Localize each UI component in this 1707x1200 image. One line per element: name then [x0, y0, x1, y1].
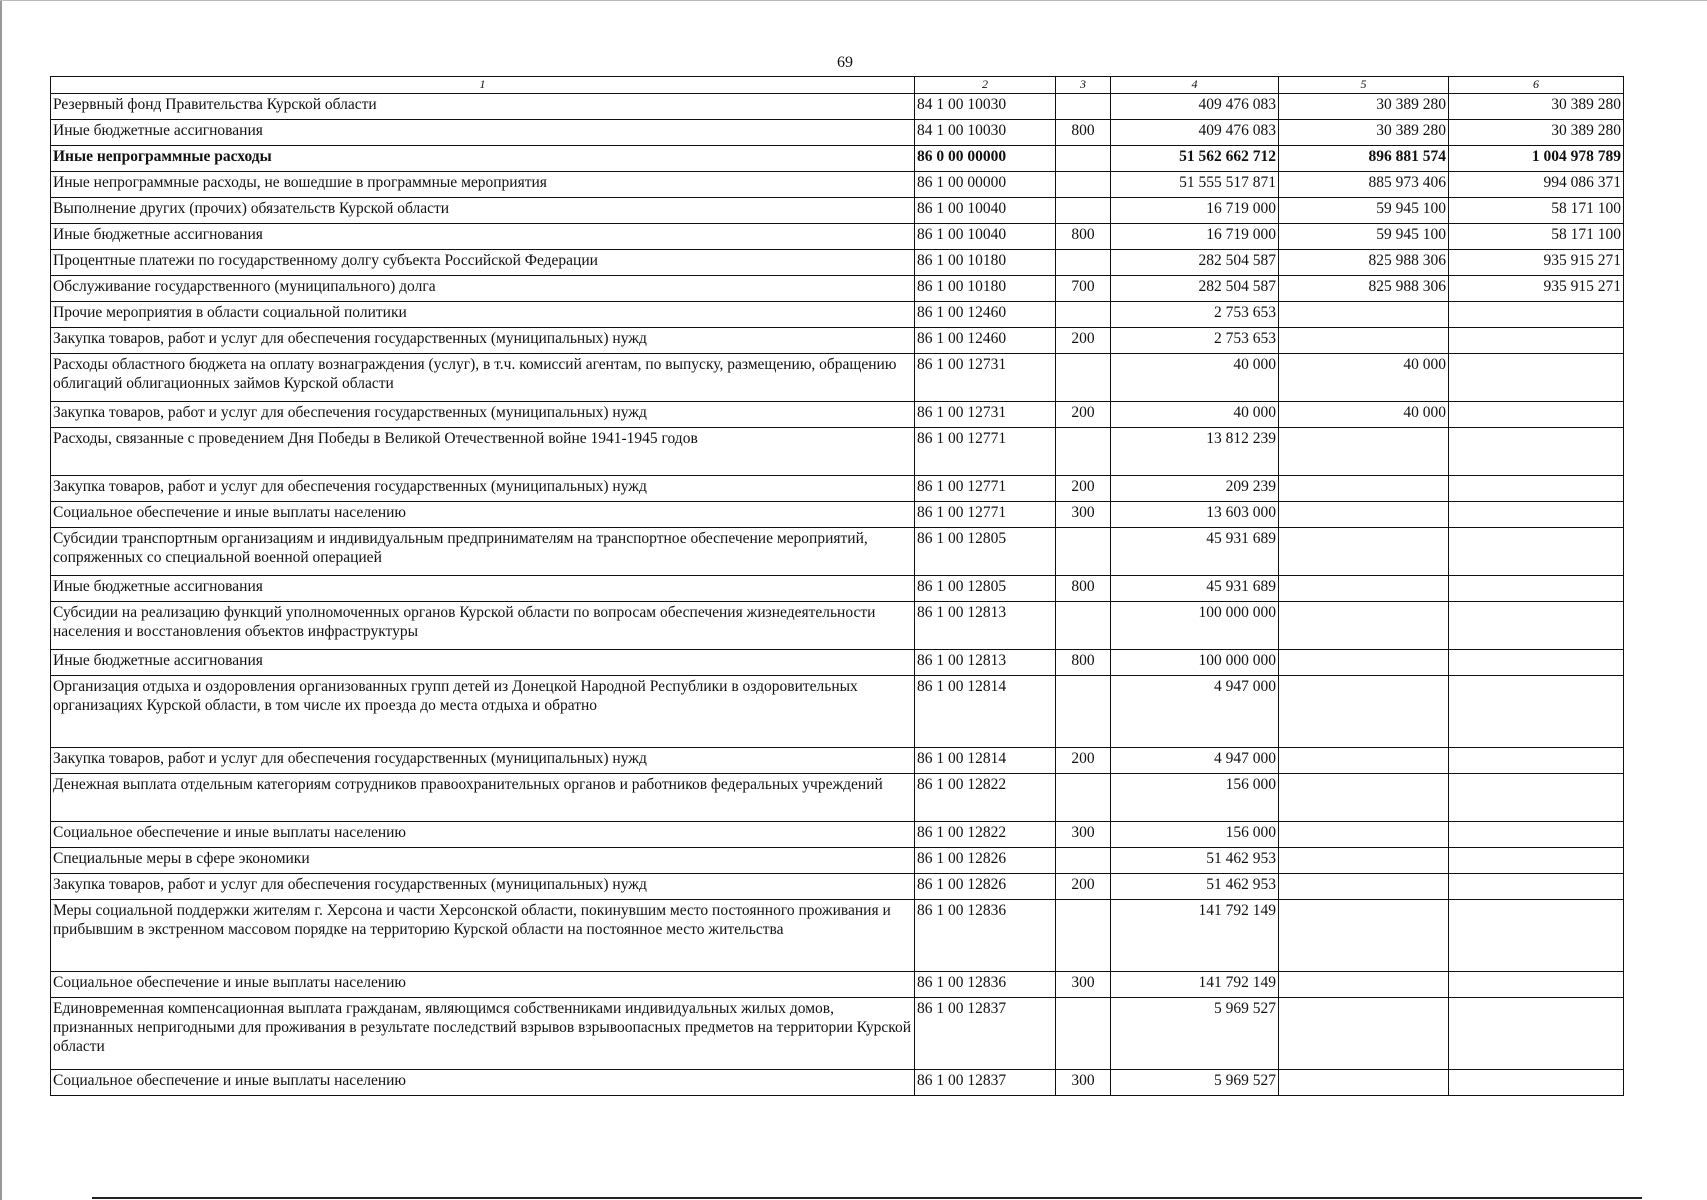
header-col-2: 2 — [915, 77, 1056, 94]
expense-name-cell: Иные непрограммные расходы — [51, 146, 915, 172]
amount-col-5-cell: 825 988 306 — [1279, 276, 1449, 302]
target-article-code-cell: 84 1 00 10030 — [915, 94, 1056, 120]
amount-col-5-cell: 30 389 280 — [1279, 94, 1449, 120]
expense-name-cell: Субсидии на реализацию функций уполномоченных органов Курской области по вопросам обеспечения жизнедеятельности населения и восстановления объектов инфраструктуры — [51, 602, 915, 650]
amount-col-5-cell — [1279, 428, 1449, 476]
table-row — [51, 276, 1624, 302]
amount-col-4-cell: 5 969 527 — [1111, 998, 1279, 1070]
expense-name-cell: Социальное обеспечение и иные выплаты населению — [51, 972, 915, 998]
amount-col-4-cell: 51 462 953 — [1111, 848, 1279, 874]
expense-name-cell: Иные бюджетные ассигнования — [51, 650, 915, 676]
target-article-code-cell: 86 1 00 10180 — [915, 250, 1056, 276]
table-row — [51, 476, 1624, 502]
amount-col-5-cell — [1279, 822, 1449, 848]
expense-name-cell: Специальные меры в сфере экономики — [51, 848, 915, 874]
expense-type-code-cell: 300 — [1056, 502, 1111, 528]
amount-col-4-cell: 16 719 000 — [1111, 224, 1279, 250]
expense-name-cell: Меры социальной поддержки жителям г. Херсона и части Херсонской области, покинувшим место постоянного проживания и прибывшим в экстренном массовом порядке на территорию Курской области на постоянное место жительства — [51, 900, 915, 972]
amount-col-6-cell — [1449, 302, 1624, 328]
expense-type-code-cell — [1056, 172, 1111, 198]
expense-type-code-cell — [1056, 848, 1111, 874]
expense-type-code-cell — [1056, 774, 1111, 822]
expense-type-code-cell: 300 — [1056, 1070, 1111, 1096]
amount-col-6-cell — [1449, 528, 1624, 576]
target-article-code-cell: 86 1 00 00000 — [915, 172, 1056, 198]
amount-col-5-cell: 885 973 406 — [1279, 172, 1449, 198]
amount-col-5-cell — [1279, 302, 1449, 328]
amount-col-6-cell — [1449, 650, 1624, 676]
expense-type-code-cell: 200 — [1056, 328, 1111, 354]
expense-type-code-cell — [1056, 354, 1111, 402]
target-article-code-cell: 86 1 00 10040 — [915, 198, 1056, 224]
target-article-code-cell: 86 1 00 12460 — [915, 302, 1056, 328]
expense-name-cell: Единовременная компенсационная выплата гражданам, являющимся собственниками индивидуальных жилых домов, признанных непригодными для проживания в результате последствий взрывов взрывоопасных предметов на территории Курской области — [51, 998, 915, 1070]
header-col-4: 4 — [1111, 77, 1279, 94]
expense-name-cell: Обслуживание государственного (муниципального) долга — [51, 276, 915, 302]
table-row — [51, 172, 1624, 198]
expense-name-cell: Иные бюджетные ассигнования — [51, 224, 915, 250]
amount-col-4-cell: 51 562 662 712 — [1111, 146, 1279, 172]
budget-table — [50, 76, 1624, 1096]
amount-col-4-cell: 16 719 000 — [1111, 198, 1279, 224]
table-row — [51, 402, 1624, 428]
amount-col-5-cell — [1279, 476, 1449, 502]
expense-type-code-cell: 300 — [1056, 972, 1111, 998]
expense-type-code-cell — [1056, 998, 1111, 1070]
amount-col-6-cell — [1449, 476, 1624, 502]
amount-col-6-cell — [1449, 1070, 1624, 1096]
table-row — [51, 900, 1624, 972]
expense-name-cell: Закупка товаров, работ и услуг для обеспечения государственных (муниципальных) нужд — [51, 476, 915, 502]
amount-col-5-cell — [1279, 848, 1449, 874]
expense-name-cell: Социальное обеспечение и иные выплаты населению — [51, 822, 915, 848]
table-row — [51, 198, 1624, 224]
table-row — [51, 774, 1624, 822]
expense-type-code-cell: 800 — [1056, 224, 1111, 250]
expense-name-cell: Иные непрограммные расходы, не вошедшие в программные мероприятия — [51, 172, 915, 198]
amount-col-4-cell: 51 462 953 — [1111, 874, 1279, 900]
amount-col-6-cell — [1449, 972, 1624, 998]
scan-edge-left — [0, 0, 2, 1200]
amount-col-5-cell — [1279, 774, 1449, 822]
target-article-code-cell: 86 1 00 12771 — [915, 476, 1056, 502]
page-number: 69 — [837, 54, 853, 71]
table-row — [51, 650, 1624, 676]
expense-type-code-cell: 200 — [1056, 402, 1111, 428]
table-row — [51, 302, 1624, 328]
amount-col-4-cell: 4 947 000 — [1111, 748, 1279, 774]
expense-name-cell: Расходы, связанные с проведением Дня Победы в Великой Отечественной войне 1941-1945 годов — [51, 428, 915, 476]
amount-col-4-cell: 156 000 — [1111, 774, 1279, 822]
target-article-code-cell: 86 1 00 12814 — [915, 676, 1056, 748]
target-article-code-cell: 86 1 00 12826 — [915, 848, 1056, 874]
amount-col-6-cell — [1449, 998, 1624, 1070]
expense-name-cell: Резервный фонд Правительства Курской области — [51, 94, 915, 120]
table-row — [51, 602, 1624, 650]
expense-name-cell: Организация отдыха и оздоровления организованных групп детей из Донецкой Народной Республики в оздоровительных организациях Курской области, в том числе их проезда до места отдыха и обратно — [51, 676, 915, 748]
amount-col-6-cell: 935 915 271 — [1449, 276, 1624, 302]
target-article-code-cell: 86 1 00 12771 — [915, 428, 1056, 476]
table-row — [51, 94, 1624, 120]
amount-col-4-cell: 282 504 587 — [1111, 250, 1279, 276]
bottom-scan-line — [92, 1197, 1642, 1199]
table-row — [51, 328, 1624, 354]
expense-type-code-cell: 800 — [1056, 650, 1111, 676]
header-col-5: 5 — [1279, 77, 1449, 94]
target-article-code-cell: 86 1 00 12814 — [915, 748, 1056, 774]
amount-col-4-cell: 5 969 527 — [1111, 1070, 1279, 1096]
amount-col-6-cell: 994 086 371 — [1449, 172, 1624, 198]
table-row — [51, 676, 1624, 748]
amount-col-4-cell: 282 504 587 — [1111, 276, 1279, 302]
target-article-code-cell: 86 1 00 12822 — [915, 774, 1056, 822]
header-col-3: 3 — [1056, 77, 1111, 94]
amount-col-6-cell — [1449, 774, 1624, 822]
expense-type-code-cell: 800 — [1056, 120, 1111, 146]
expense-type-code-cell: 200 — [1056, 476, 1111, 502]
amount-col-6-cell: 30 389 280 — [1449, 94, 1624, 120]
target-article-code-cell: 86 1 00 12805 — [915, 576, 1056, 602]
amount-col-6-cell — [1449, 676, 1624, 748]
expense-type-code-cell — [1056, 676, 1111, 748]
table-row — [51, 998, 1624, 1070]
table-row — [51, 1070, 1624, 1096]
target-article-code-cell: 86 1 00 12836 — [915, 972, 1056, 998]
expense-type-code-cell — [1056, 198, 1111, 224]
target-article-code-cell: 86 1 00 12813 — [915, 650, 1056, 676]
expense-type-code-cell — [1056, 302, 1111, 328]
table-row — [51, 528, 1624, 576]
amount-col-6-cell — [1449, 874, 1624, 900]
table-row — [51, 250, 1624, 276]
expense-type-code-cell: 300 — [1056, 822, 1111, 848]
expense-type-code-cell: 200 — [1056, 874, 1111, 900]
table-row — [51, 354, 1624, 402]
budget-table-body — [51, 94, 1624, 1096]
expense-name-cell: Социальное обеспечение и иные выплаты населению — [51, 502, 915, 528]
table-row — [51, 822, 1624, 848]
amount-col-4-cell: 2 753 653 — [1111, 302, 1279, 328]
budget-table-container — [50, 76, 1623, 1096]
table-row — [51, 972, 1624, 998]
amount-col-4-cell: 45 931 689 — [1111, 528, 1279, 576]
amount-col-6-cell — [1449, 848, 1624, 874]
amount-col-6-cell — [1449, 502, 1624, 528]
expense-name-cell: Денежная выплата отдельным категориям сотрудников правоохранительных органов и работников федеральных учреждений — [51, 774, 915, 822]
amount-col-5-cell — [1279, 328, 1449, 354]
amount-col-6-cell — [1449, 428, 1624, 476]
amount-col-5-cell: 40 000 — [1279, 402, 1449, 428]
target-article-code-cell: 86 1 00 12731 — [915, 402, 1056, 428]
expense-type-code-cell: 700 — [1056, 276, 1111, 302]
table-row — [51, 874, 1624, 900]
amount-col-4-cell: 13 812 239 — [1111, 428, 1279, 476]
expense-type-code-cell — [1056, 528, 1111, 576]
amount-col-4-cell: 141 792 149 — [1111, 972, 1279, 998]
expense-type-code-cell — [1056, 428, 1111, 476]
amount-col-6-cell: 1 004 978 789 — [1449, 146, 1624, 172]
amount-col-4-cell: 45 931 689 — [1111, 576, 1279, 602]
amount-col-5-cell — [1279, 650, 1449, 676]
target-article-code-cell: 86 1 00 12805 — [915, 528, 1056, 576]
amount-col-5-cell — [1279, 972, 1449, 998]
header-col-6: 6 — [1449, 77, 1624, 94]
amount-col-6-cell — [1449, 822, 1624, 848]
target-article-code-cell: 86 1 00 12460 — [915, 328, 1056, 354]
amount-col-6-cell: 935 915 271 — [1449, 250, 1624, 276]
amount-col-5-cell — [1279, 874, 1449, 900]
target-article-code-cell: 86 1 00 12836 — [915, 900, 1056, 972]
expense-name-cell: Закупка товаров, работ и услуг для обеспечения государственных (муниципальных) нужд — [51, 402, 915, 428]
amount-col-5-cell — [1279, 1070, 1449, 1096]
amount-col-4-cell: 100 000 000 — [1111, 602, 1279, 650]
amount-col-4-cell: 156 000 — [1111, 822, 1279, 848]
amount-col-4-cell: 40 000 — [1111, 354, 1279, 402]
amount-col-5-cell — [1279, 748, 1449, 774]
amount-col-5-cell — [1279, 502, 1449, 528]
table-row — [51, 428, 1624, 476]
target-article-code-cell: 86 1 00 12771 — [915, 502, 1056, 528]
amount-col-4-cell: 209 239 — [1111, 476, 1279, 502]
amount-col-4-cell: 141 792 149 — [1111, 900, 1279, 972]
expense-name-cell: Выполнение других (прочих) обязательств Курской области — [51, 198, 915, 224]
target-article-code-cell: 86 1 00 10040 — [915, 224, 1056, 250]
expense-name-cell: Субсидии транспортным организациям и индивидуальным предпринимателям на транспортное обеспечение мероприятий, сопряженных со специальной военной операцией — [51, 528, 915, 576]
amount-col-6-cell — [1449, 602, 1624, 650]
target-article-code-cell: 86 1 00 12837 — [915, 998, 1056, 1070]
amount-col-4-cell: 409 476 083 — [1111, 120, 1279, 146]
expense-type-code-cell — [1056, 900, 1111, 972]
amount-col-5-cell — [1279, 998, 1449, 1070]
expense-name-cell: Закупка товаров, работ и услуг для обеспечения государственных (муниципальных) нужд — [51, 328, 915, 354]
target-article-code-cell: 86 1 00 12837 — [915, 1070, 1056, 1096]
amount-col-6-cell: 58 171 100 — [1449, 224, 1624, 250]
amount-col-6-cell: 30 389 280 — [1449, 120, 1624, 146]
expense-name-cell: Процентные платежи по государственному долгу субъекта Российской Федерации — [51, 250, 915, 276]
target-article-code-cell: 84 1 00 10030 — [915, 120, 1056, 146]
expense-name-cell: Закупка товаров, работ и услуг для обеспечения государственных (муниципальных) нужд — [51, 874, 915, 900]
expense-type-code-cell: 800 — [1056, 576, 1111, 602]
amount-col-4-cell: 13 603 000 — [1111, 502, 1279, 528]
target-article-code-cell: 86 1 00 12731 — [915, 354, 1056, 402]
expense-type-code-cell: 200 — [1056, 748, 1111, 774]
table-row — [51, 502, 1624, 528]
table-row — [51, 748, 1624, 774]
amount-col-6-cell — [1449, 900, 1624, 972]
header-col-1: 1 — [51, 77, 915, 94]
expense-name-cell: Закупка товаров, работ и услуг для обеспечения государственных (муниципальных) нужд — [51, 748, 915, 774]
expense-type-code-cell — [1056, 250, 1111, 276]
amount-col-5-cell — [1279, 676, 1449, 748]
amount-col-6-cell — [1449, 748, 1624, 774]
amount-col-6-cell — [1449, 402, 1624, 428]
amount-col-4-cell: 4 947 000 — [1111, 676, 1279, 748]
amount-col-5-cell: 825 988 306 — [1279, 250, 1449, 276]
amount-col-5-cell — [1279, 900, 1449, 972]
expense-name-cell: Иные бюджетные ассигнования — [51, 576, 915, 602]
amount-col-5-cell — [1279, 602, 1449, 650]
table-row — [51, 120, 1624, 146]
amount-col-5-cell: 896 881 574 — [1279, 146, 1449, 172]
table-row — [51, 224, 1624, 250]
scan-edge-top — [0, 0, 1707, 1]
amount-col-4-cell: 409 476 083 — [1111, 94, 1279, 120]
expense-type-code-cell — [1056, 94, 1111, 120]
target-article-code-cell: 86 1 00 12813 — [915, 602, 1056, 650]
amount-col-5-cell — [1279, 528, 1449, 576]
expense-type-code-cell — [1056, 602, 1111, 650]
table-row — [51, 576, 1624, 602]
amount-col-4-cell: 51 555 517 871 — [1111, 172, 1279, 198]
amount-col-4-cell: 100 000 000 — [1111, 650, 1279, 676]
amount-col-5-cell — [1279, 576, 1449, 602]
target-article-code-cell: 86 1 00 12826 — [915, 874, 1056, 900]
amount-col-5-cell: 59 945 100 — [1279, 224, 1449, 250]
amount-col-6-cell — [1449, 576, 1624, 602]
amount-col-4-cell: 40 000 — [1111, 402, 1279, 428]
amount-col-4-cell: 2 753 653 — [1111, 328, 1279, 354]
amount-col-6-cell — [1449, 328, 1624, 354]
table-row — [51, 848, 1624, 874]
expense-name-cell: Социальное обеспечение и иные выплаты населению — [51, 1070, 915, 1096]
amount-col-6-cell — [1449, 354, 1624, 402]
amount-col-6-cell: 58 171 100 — [1449, 198, 1624, 224]
target-article-code-cell: 86 1 00 10180 — [915, 276, 1056, 302]
expense-name-cell: Расходы областного бюджета на оплату вознаграждения (услуг), в т.ч. комиссий агентам, по выпуску, размещению, обращению облигаций облигационных займов Курской области — [51, 354, 915, 402]
expense-type-code-cell — [1056, 146, 1111, 172]
column-number-header-row — [51, 77, 1624, 94]
amount-col-5-cell: 59 945 100 — [1279, 198, 1449, 224]
expense-name-cell: Иные бюджетные ассигнования — [51, 120, 915, 146]
target-article-code-cell: 86 1 00 12822 — [915, 822, 1056, 848]
expense-name-cell: Прочие мероприятия в области социальной политики — [51, 302, 915, 328]
amount-col-5-cell: 30 389 280 — [1279, 120, 1449, 146]
amount-col-5-cell: 40 000 — [1279, 354, 1449, 402]
target-article-code-cell: 86 0 00 00000 — [915, 146, 1056, 172]
table-row — [51, 146, 1624, 172]
